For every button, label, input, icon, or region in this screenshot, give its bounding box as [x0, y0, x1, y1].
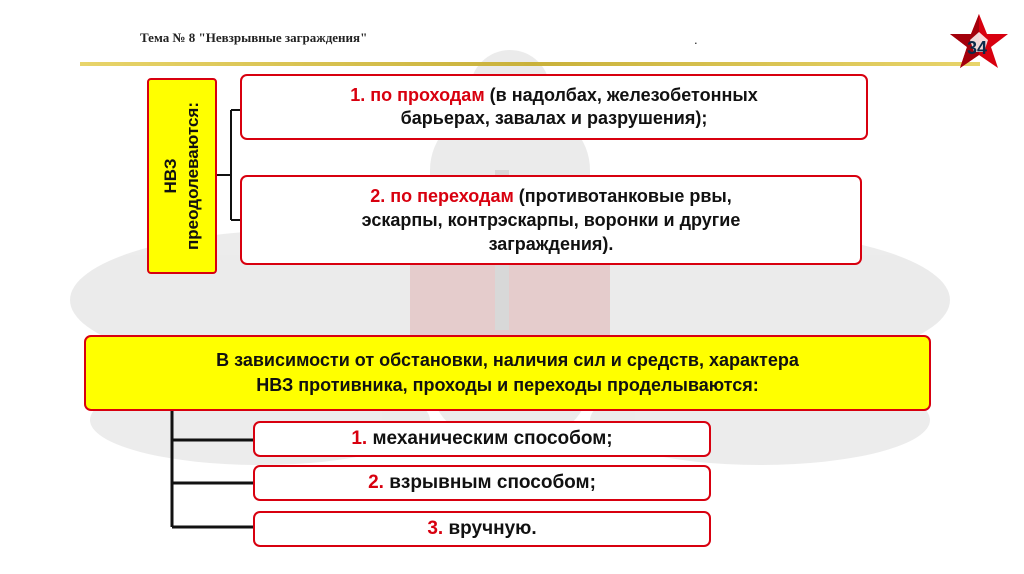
nvz-vertical-label [160, 83, 204, 269]
branch-passages-line2: барьерах, завалах и разрушения); [400, 108, 708, 128]
method-explosive-box [253, 465, 711, 501]
header-title: Тема № 8 "Невзрывные заграждения" [140, 30, 368, 45]
branch-passages-rest: (в надолбах, железобетонных [484, 85, 758, 105]
method-manual-text [255, 518, 709, 540]
branch-crossings-line2: эскарпы, контрэскарпы, воронки и другие [361, 210, 741, 230]
conditions-box [84, 335, 931, 411]
branch-crossings-rest: (противотанковые рвы, [513, 186, 732, 206]
branch-crossings-line1 [242, 184, 860, 208]
method-manual-box [253, 511, 711, 547]
nvz-label-line2: преодолеваются: [183, 102, 202, 250]
header-dot: . [694, 32, 698, 47]
branch-passages-line1 [242, 84, 866, 107]
method-number: 2. [368, 472, 384, 493]
branch-crossings-box [240, 175, 862, 265]
branch-passages-highlight: 1. по проходам [350, 85, 485, 105]
branch-crossings-line3: заграждения). [488, 234, 614, 254]
method-mechanical-box [253, 421, 711, 457]
method-number: 1. [351, 428, 368, 449]
nvz-label-box [147, 78, 217, 274]
page-number: 34 [966, 38, 988, 58]
nvz-label-line1: НВЗ [161, 158, 180, 194]
method-explosive-text [255, 472, 709, 494]
method-mechanical-text [255, 428, 709, 450]
method-label: механическим способом; [367, 428, 613, 449]
method-label: вручную. [443, 518, 537, 539]
branch-crossings-highlight: 2. по переходам [370, 186, 514, 206]
branch-passages-box [240, 74, 868, 140]
method-number: 3. [427, 518, 444, 539]
conditions-line2: НВЗ противника, проходы и переходы проделываются: [256, 375, 759, 395]
conditions-line1: В зависимости от обстановки, наличия сил и средств, характера [216, 350, 799, 370]
method-label: взрывным способом; [383, 472, 596, 493]
